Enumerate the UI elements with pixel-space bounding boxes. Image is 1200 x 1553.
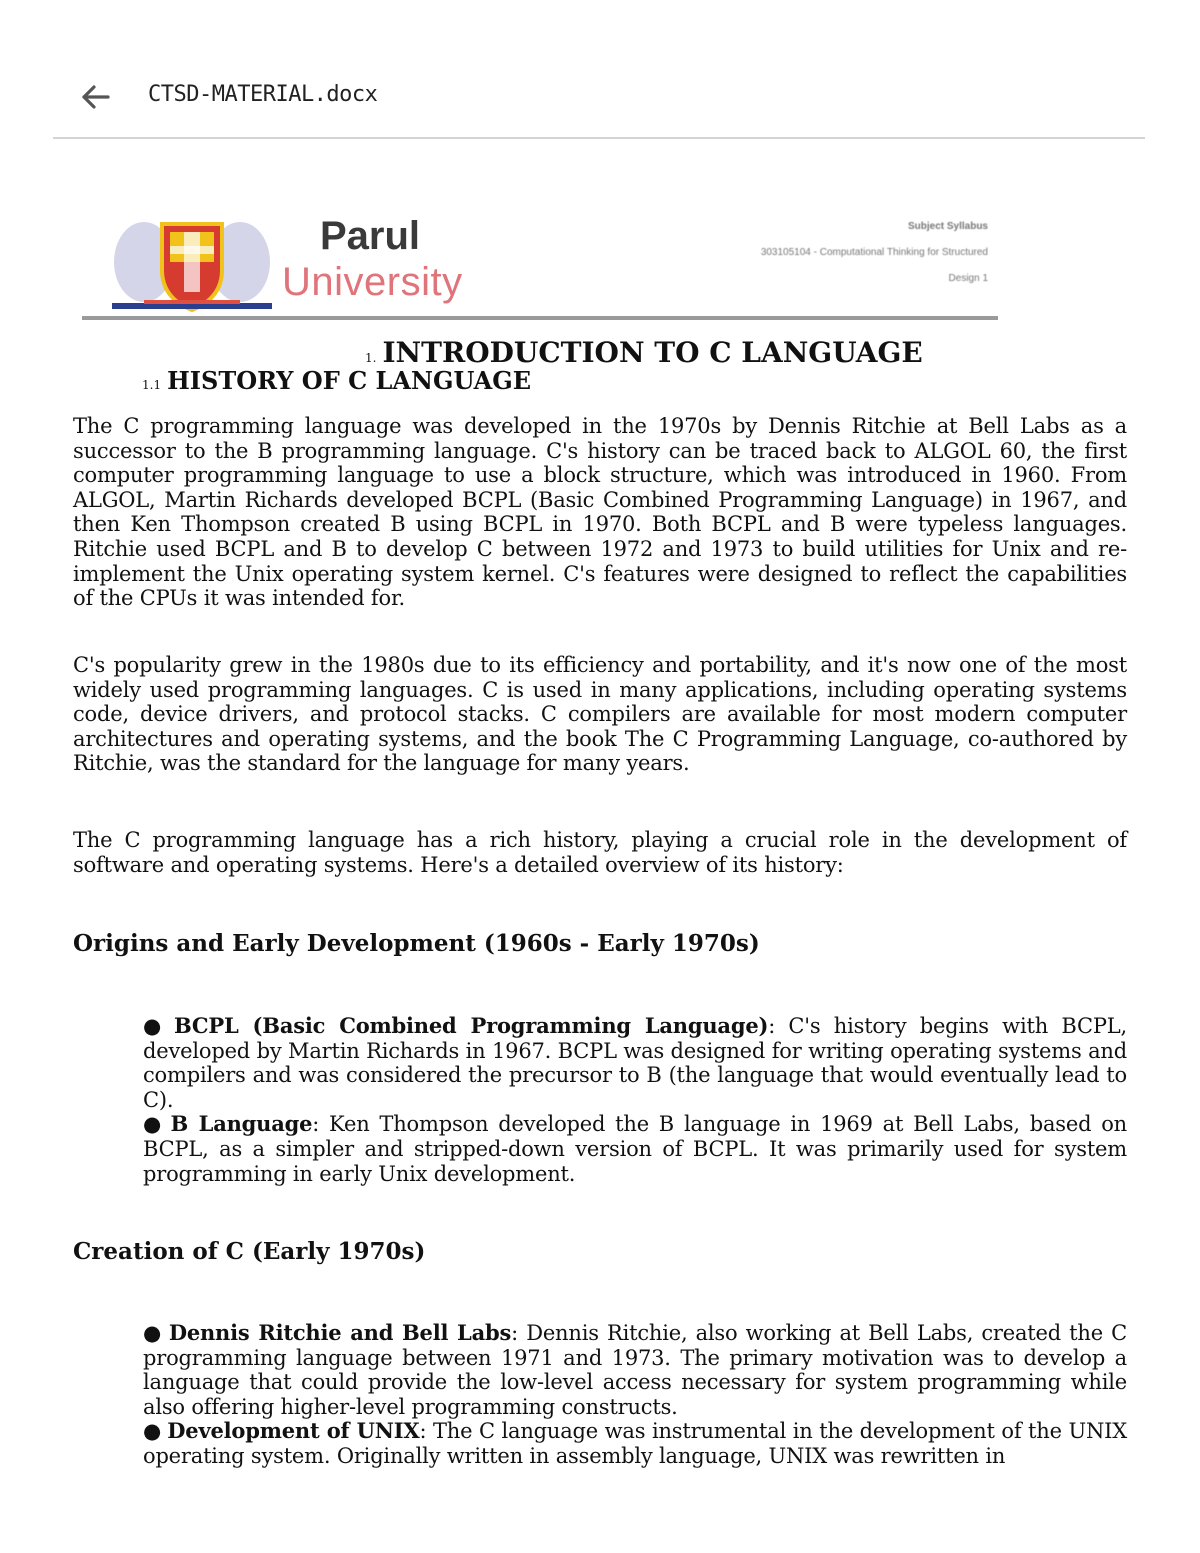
letterhead-info bbox=[761, 214, 988, 292]
list-item bbox=[143, 1112, 1127, 1186]
list-item-text: : C's history begins with BCPL, developed by Martin Richards in 1967. BCPL was designed for writing operating systems and compilers and was considered the precursor to B (the language that would eventually lead to C). bbox=[143, 1014, 1127, 1112]
bullet-glyph: ● bbox=[143, 1111, 165, 1137]
letterhead-line: Design 1 bbox=[948, 273, 988, 284]
bullet-list bbox=[143, 1321, 1127, 1469]
letterhead-line: 303105104 - Computational Thinking for Structured bbox=[760, 247, 988, 258]
letterhead bbox=[82, 206, 998, 322]
chapter-heading bbox=[365, 336, 923, 369]
paragraph: The C programming language has a rich history, playing a crucial role in the development of software and operating systems. Here's a detailed overview of its history: bbox=[73, 828, 1127, 877]
university-crest-icon bbox=[104, 210, 280, 316]
list-item-term: B Language bbox=[170, 1111, 313, 1137]
bullet-list bbox=[143, 1014, 1127, 1186]
chapter-title: INTRODUCTION TO C LANGUAGE bbox=[382, 336, 923, 369]
section-heading bbox=[142, 366, 531, 395]
list-item bbox=[143, 1014, 1127, 1112]
list-item-term: Development of UNIX bbox=[167, 1418, 420, 1444]
arrow-left-icon bbox=[78, 80, 112, 114]
list-item-text: : Dennis Ritchie, also working at Bell Labs, created the C programming language between 1971 and 1973. The primary motivation was to develop a language that could provide the low-level access necessary for system programming while also offering higher-level programming constructs. bbox=[143, 1321, 1127, 1419]
list-item-term: Dennis Ritchie and Bell Labs bbox=[168, 1320, 512, 1345]
header-divider bbox=[53, 137, 1145, 139]
list-item-term: BCPL (Basic Combined Programming Language) bbox=[173, 1013, 769, 1038]
bullet-glyph: ● bbox=[143, 1013, 168, 1038]
app-bar bbox=[0, 0, 1200, 140]
list-item-text: : Ken Thompson developed the B language in 1969 at Bell Labs, based on BCPL, as a simpler and stripped-down version of BCPL. It was primarily used for system programming in early Unix development. bbox=[143, 1112, 1127, 1186]
subsection-heading: Creation of C (Early 1970s) bbox=[73, 1238, 426, 1265]
section-title: HISTORY OF C LANGUAGE bbox=[167, 366, 532, 395]
paragraph: The C programming language was developed in the 1970s by Dennis Ritchie at Bell Labs as a successor to the B programming language. C's history can be traced back to ALGOL 60, the first computer programming language to use a block structure, which was introduced in 1960. From ALGOL, Martin Richards developed BCPL (Basic Combined Programming Language) in 1967, and then Ken Thompson created B using BCPL in 1970. Both BCPL and B were typeless languages. Ritchie used BCPL and B to develop C between 1972 and 1973 to build utilities for Unix and re-implement the Unix operating system kernel. C's features were designed to reflect the capabilities of the CPUs it was intended for. bbox=[73, 414, 1127, 611]
brand-subname: University bbox=[282, 260, 463, 304]
letterhead-line: Subject Syllabus bbox=[907, 221, 988, 232]
list-item-text: : The C language was instrumental in the development of the UNIX operating system. Originally written in assembly language, UNIX was rewritten in bbox=[143, 1419, 1127, 1468]
list-item bbox=[143, 1419, 1127, 1468]
bullet-glyph: ● bbox=[143, 1320, 163, 1345]
subsection-heading: Origins and Early Development (1960s - Early 1970s) bbox=[73, 930, 760, 957]
letterhead-rule bbox=[82, 316, 998, 320]
back-button[interactable] bbox=[78, 80, 112, 114]
brand-name: Parul bbox=[320, 214, 421, 258]
list-item bbox=[143, 1321, 1127, 1419]
document-title: CTSD-MATERIAL.docx bbox=[148, 82, 378, 107]
bullet-glyph: ● bbox=[143, 1418, 162, 1444]
section-number: 1.1 bbox=[142, 378, 162, 392]
paragraph: C's popularity grew in the 1980s due to its efficiency and portability, and it's now one of the most widely used programming languages. C is used in many applications, including operating systems code, device drivers, and protocol stacks. C compilers are available for most modern computer architectures and operating systems, and the book The C Programming Language, co-authored by Ritchie, was the standard for the language for many years. bbox=[73, 653, 1127, 776]
chapter-number: 1. bbox=[365, 351, 377, 365]
